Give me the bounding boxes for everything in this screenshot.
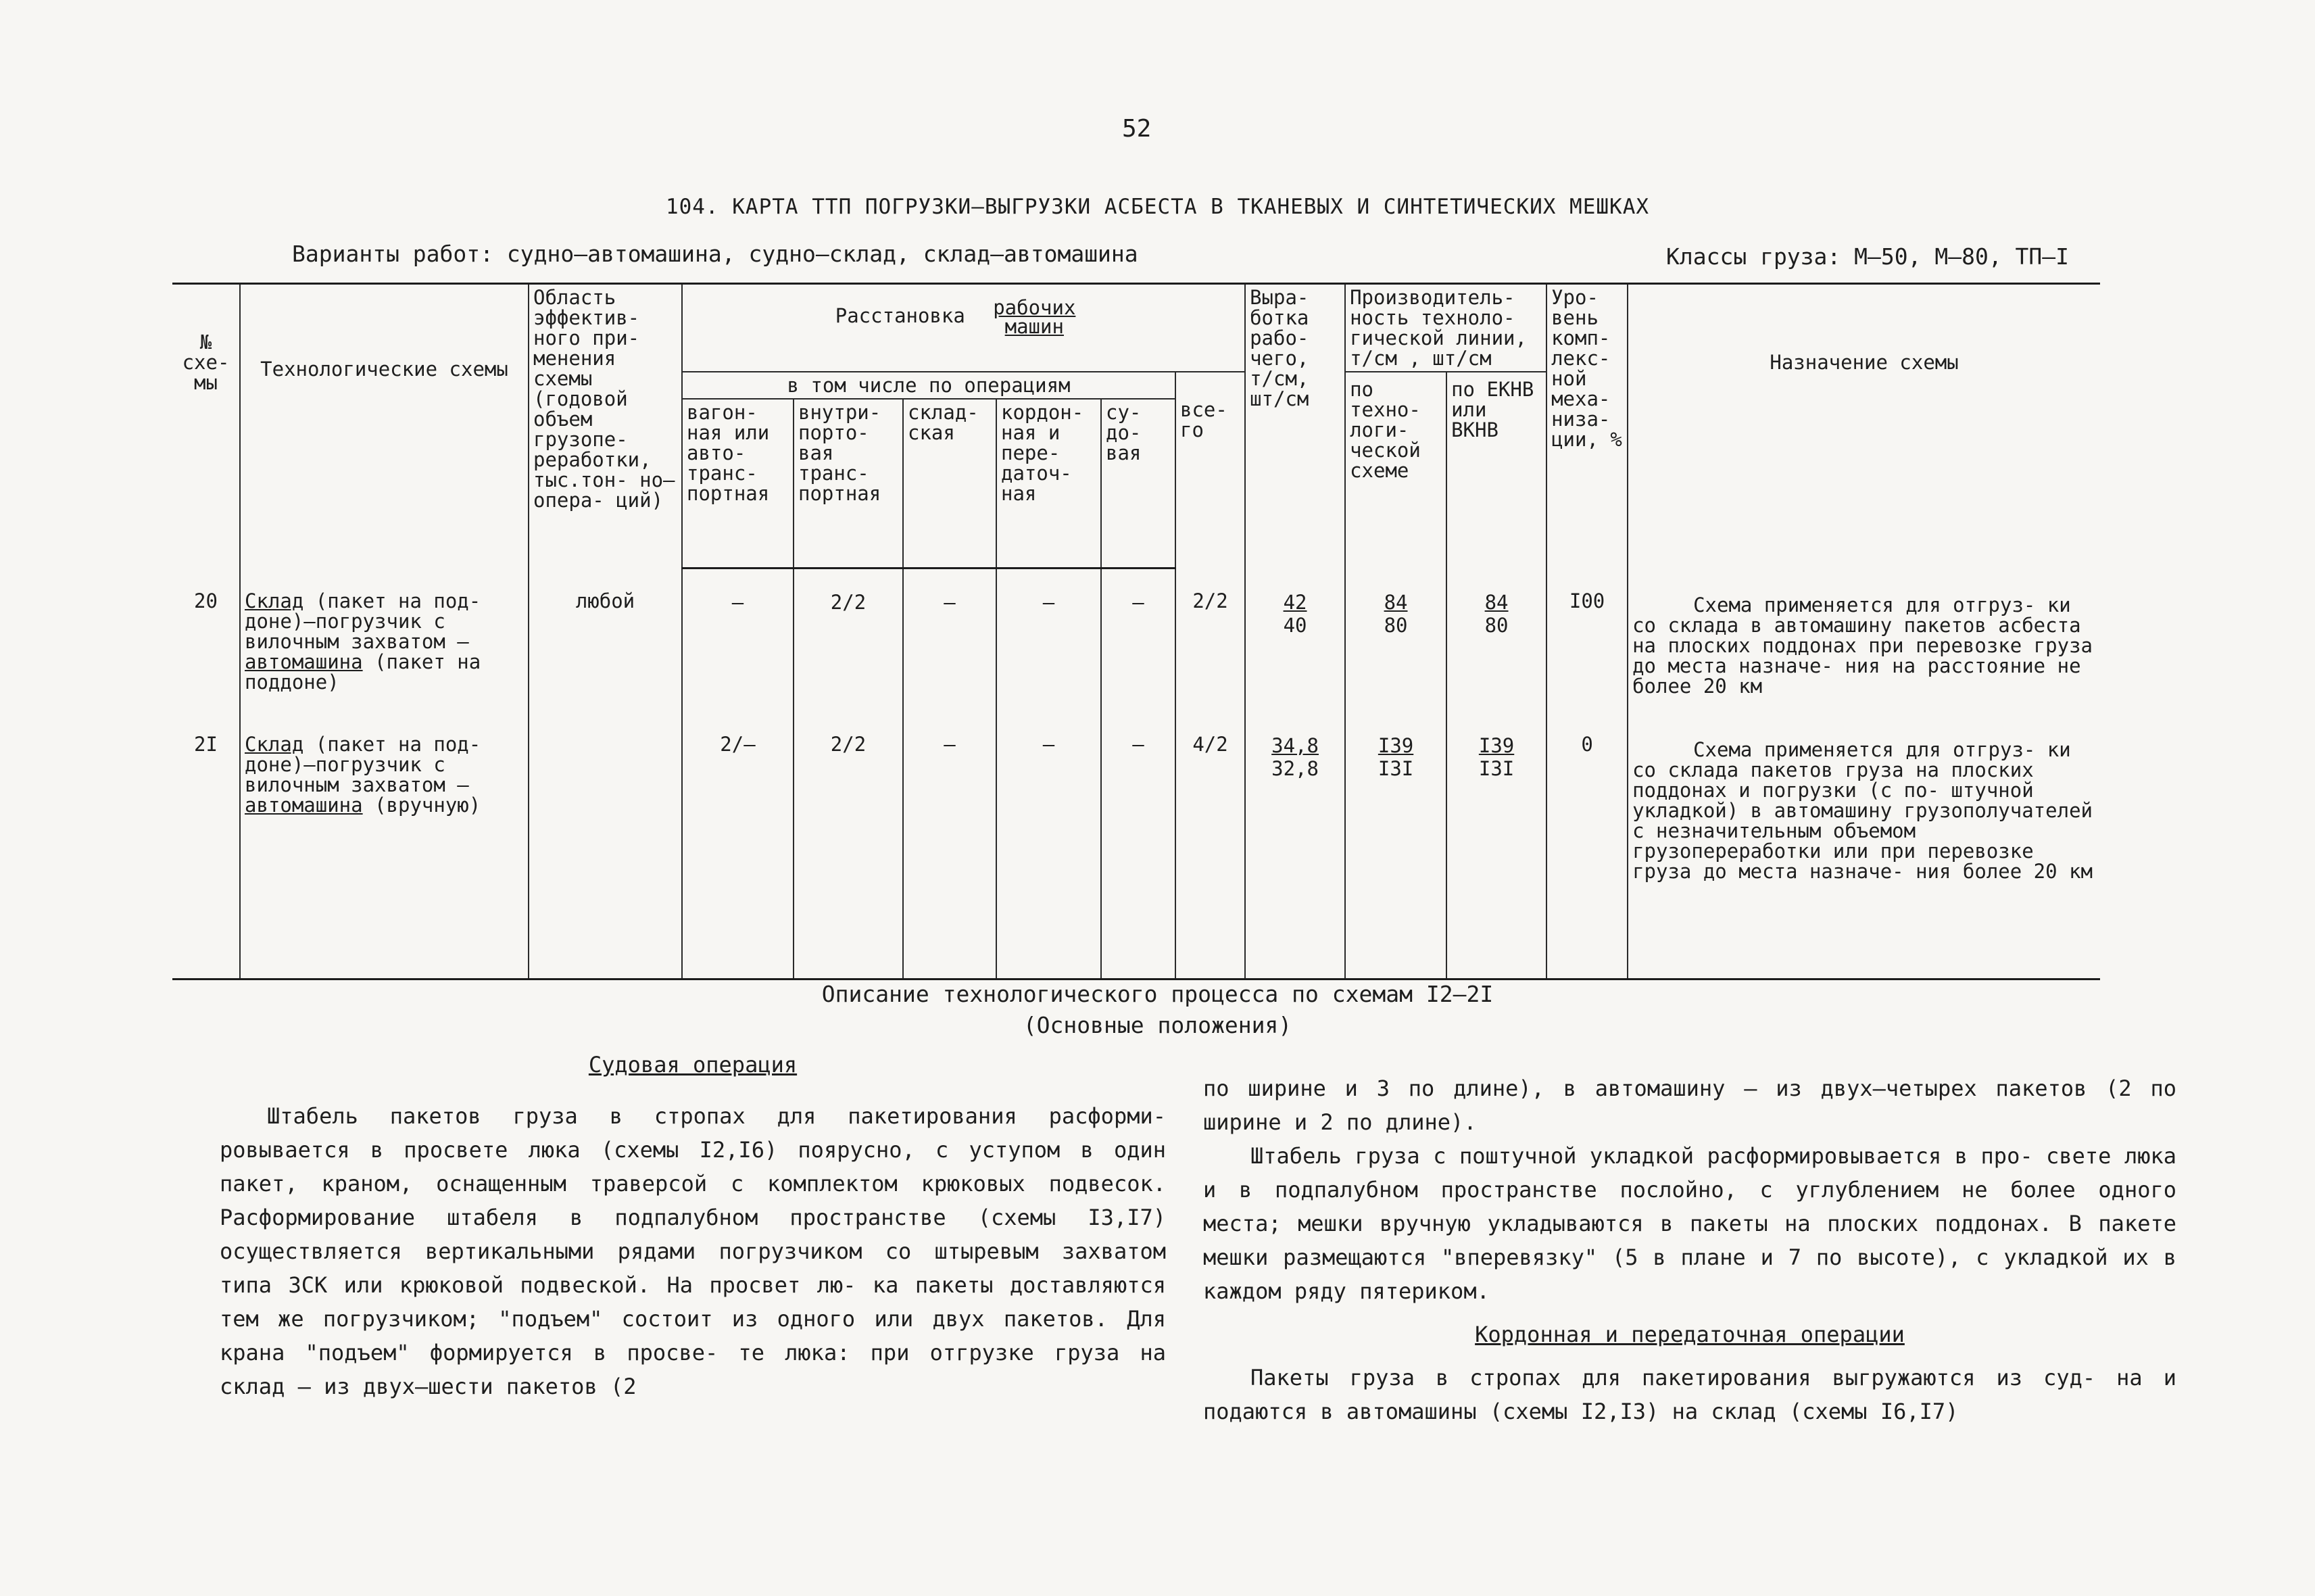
row-intraport: 2/2	[794, 568, 903, 715]
cordon-operation-text: Пакеты груза в стропах для пакетирования выгружаются из суд- на и подаются в автомашины (схемы I2,I3) на склад (схемы I6,I7)	[1203, 1365, 2176, 1424]
row-purpose: Схема применяется для отгруз- ки со склада пакетов груза на плоских поддонах и погрузки (с по- штучной укладкой) в автомашину грузополучателей с незначительным объемом грузопереработки или при перевозке груза до места назначе- ния более 20 км	[1628, 715, 2100, 979]
header-ship: су- до- вая	[1101, 399, 1175, 568]
header-placement	[682, 284, 1245, 372]
row-mechanization: I00	[1546, 568, 1628, 715]
row-output	[1245, 568, 1345, 715]
description-title	[0, 979, 2315, 1041]
cordon-operation-heading: Кордонная и передаточная операции	[1475, 1322, 1905, 1347]
prod-ekhnv-denominator: 80	[1484, 614, 1509, 637]
header-tech-schemes: Технологические схемы	[240, 284, 529, 569]
prod-tech-numerator: I39	[1378, 734, 1414, 757]
row-cordon: –	[996, 568, 1101, 715]
header-scheme-no: № схе- мы	[172, 284, 240, 569]
scheme-middle: (пакет на под- доне)–погрузчик с вилочным захватом –	[245, 589, 481, 653]
prod-tech-denominator: 80	[1384, 614, 1408, 637]
header-warehouse: склад- ская	[903, 399, 996, 568]
table-row	[172, 568, 2100, 715]
header-including-ops: в том числе по операциям	[682, 372, 1175, 399]
row-scheme-text	[240, 715, 529, 979]
row-cordon: –	[996, 715, 1101, 979]
row-prod-ekhnv	[1446, 715, 1546, 979]
scheme-tail: (вручную)	[362, 794, 481, 817]
row-wagon: –	[682, 568, 794, 715]
row-scheme-text	[240, 568, 529, 715]
scheme-tail: (пакет на поддоне)	[245, 650, 481, 694]
row-area	[529, 715, 682, 979]
right-paragraph: Штабель груза с поштучной укладкой расформировывается в про- свете люка и в подпалубном пространстве послойно, с углублением не более одного места; мешки вручную укладываются в пакеты на плоских поддонах. В пакете мешки размещаются "вперевязку" (5 в плане и 7 по высоте), с укладкой их в каждом ряду пятериком.	[1203, 1143, 2176, 1304]
header-output: Выра- ботка рабо- чего, т/см, шт/см	[1245, 284, 1345, 569]
header-efficiency-area: Область эффектив- ного при- менения схемы (годовой объем грузопе- реработки, тыс.тон- но–опера- ций)	[529, 284, 682, 569]
header-total: все- го	[1175, 372, 1245, 568]
header-intraport: внутри- порто- вая транс- портная	[794, 399, 903, 568]
prod-tech-numerator: 84	[1384, 591, 1408, 614]
output-denominator: 40	[1283, 614, 1307, 637]
row-ship: –	[1101, 715, 1175, 979]
table-row	[172, 715, 2100, 979]
row-intraport: 2/2	[794, 715, 903, 979]
row-prod-ekhnv	[1446, 568, 1546, 715]
cargo-classes: Классы груза: М–50, М–80, ТП–I	[1666, 243, 2070, 270]
row-area: любой	[529, 568, 682, 715]
header-wagon-auto: вагон- ная или авто- транс- портная	[682, 399, 794, 568]
description-heading: Описание технологического процесса по схемам I2–2I	[821, 981, 1494, 1007]
left-column	[220, 1048, 1166, 1403]
output-numerator: 34,8	[1271, 734, 1319, 757]
scheme-middle: (пакет на под- доне)–погрузчик с вилочным захватом –	[245, 733, 481, 796]
page-title: 104. КАРТА ТТП ПОГРУЗКИ–ВЫГРУЗКИ АСБЕСТА В ТКАНЕВЫХ И СИНТЕТИЧЕСКИХ МЕШКАХ	[665, 195, 1650, 219]
row-scheme-no: 2I	[172, 715, 240, 979]
row-total: 2/2	[1175, 568, 1245, 715]
header-by-tech-scheme: по техно- логи- ческой схеме	[1345, 372, 1446, 568]
ship-operation-heading: Судовая операция	[588, 1052, 798, 1078]
right-column	[1203, 1071, 2176, 1428]
row-scheme-no: 20	[172, 568, 240, 715]
row-warehouse: –	[903, 568, 996, 715]
row-output	[1245, 715, 1345, 979]
row-mechanization: 0	[1546, 715, 1628, 979]
header-placement-machines: рабочих машин	[993, 296, 1076, 338]
output-numerator: 42	[1283, 591, 1307, 614]
header-productivity: Производитель- ность техноло- гической линии, т/см , шт/см	[1345, 284, 1546, 372]
scheme-truck: автомашина	[245, 650, 363, 673]
row-prod-tech	[1345, 568, 1446, 715]
prod-ekhnv-numerator: 84	[1484, 591, 1509, 614]
right-continued-text: по ширине и 3 по длине), в автомашину – из двух–четырех пакетов (2 по ширине и 2 по длине).	[1203, 1075, 2176, 1135]
header-by-ekhnv: по ЕКНВ или ВКНВ	[1446, 372, 1546, 568]
output-denominator: 32,8	[1271, 757, 1319, 780]
description-subheading: (Основные положения)	[1023, 1012, 1292, 1038]
prod-tech-denominator: I3I	[1378, 757, 1414, 780]
header-mechanization: Уро- вень комп- лекс- ной меха- низа- ции, %	[1546, 284, 1628, 569]
work-variants: Варианты работ: судно–автомашина, судно–склад, склад–автомашина	[292, 241, 1138, 267]
scheme-warehouse: Склад	[245, 589, 304, 612]
ship-operation-text: Штабель пакетов груза в стропах для пакетирования расформи- ровывается в просвете люка (схемы I2,I6) поярусно, с уступом в один пакет, краном, оснащенным траверсой с комплектом крюковых подвесок. Расформирование штабеля в подпалубном пространстве (схемы I3,I7) осуществляется вертикальными рядами погрузчиком со штыревым захватом типа ЗСК или крюковой подвеской. На просвет лю- ка пакеты доставляются тем же погрузчиком; "подъем" состоит из одного или двух пакетов. Для крана "подъем" формируется в просве- те люка: при отгрузке груза на склад – из двух–шести пакетов (2	[220, 1103, 1166, 1399]
row-total: 4/2	[1175, 715, 1245, 979]
page-number: 52	[1122, 115, 1152, 143]
row-warehouse: –	[903, 715, 996, 979]
header-cordon-transfer: кордон- ная и пере- даточ- ная	[996, 399, 1101, 568]
header-purpose: Назначение схемы	[1628, 284, 2100, 569]
header-placement-prefix: Расстановка	[835, 304, 965, 327]
prod-ekhnv-numerator: I39	[1478, 734, 1515, 757]
scheme-truck: автомашина	[245, 794, 363, 817]
row-prod-tech	[1345, 715, 1446, 979]
row-wagon: 2/–	[682, 715, 794, 979]
row-purpose: Схема применяется для отгруз- ки со склада в автомашину пакетов асбеста на плоских поддонах при перевозке груза до места назначе- ния на расстояние не более 20 км	[1628, 568, 2100, 715]
prod-ekhnv-denominator: I3I	[1478, 757, 1515, 780]
row-ship: –	[1101, 568, 1175, 715]
ttp-table	[172, 283, 2100, 980]
scheme-warehouse: Склад	[245, 733, 304, 756]
